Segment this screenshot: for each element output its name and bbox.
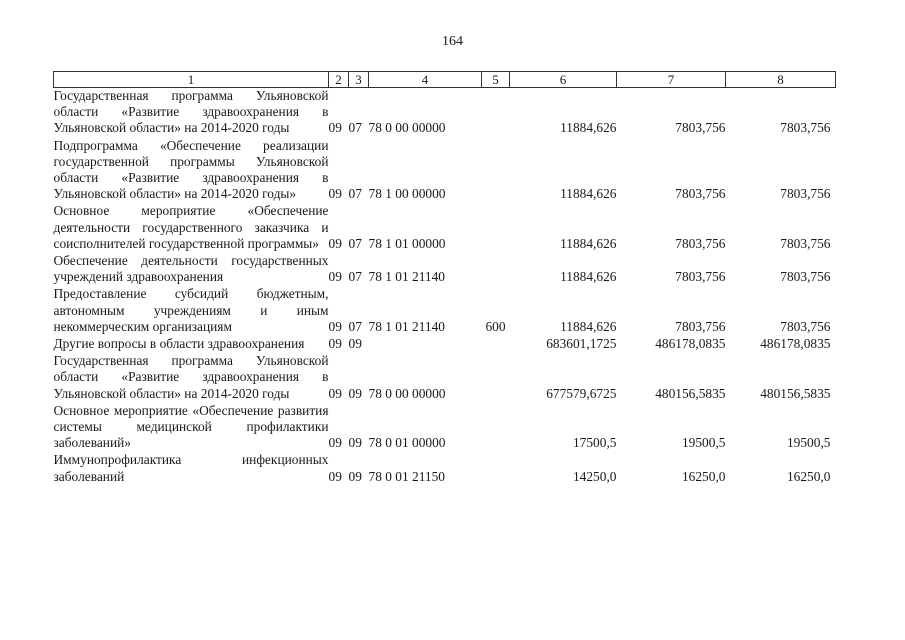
amount-col8: 7803,756 — [780, 120, 831, 136]
subsection-code: 07 — [348, 235, 362, 251]
amount-col8: 16250,0 — [786, 468, 831, 484]
column-header: 2 — [329, 72, 349, 88]
amount-col8: 7803,756 — [780, 269, 831, 285]
section-code: 09 — [328, 435, 342, 451]
column-header: 8 — [726, 72, 836, 88]
table-header-row — [54, 72, 836, 88]
amount-col7: 7803,756 — [675, 318, 726, 334]
subsection-code: 07 — [348, 120, 362, 136]
row-name: Обеспечение деятельности государственных учреждений здравоохранения — [53, 253, 329, 285]
row-name: Другие вопросы в области здравоохранения — [53, 336, 305, 352]
table-row — [54, 253, 836, 286]
amount-col8: 486178,0835 — [760, 336, 831, 352]
table-row — [54, 353, 836, 403]
amount-col7: 19500,5 — [681, 435, 726, 451]
amount-col7: 480156,5835 — [655, 385, 726, 401]
amount-col6: 683601,1725 — [546, 336, 617, 352]
table-row — [54, 452, 836, 485]
expense-type-code — [482, 88, 510, 138]
target-item-code: 78 1 01 21140 — [368, 318, 445, 334]
subsection-code: 07 — [348, 269, 362, 285]
amount-col8: 480156,5835 — [760, 385, 831, 401]
page-number: 164 — [442, 34, 463, 49]
subsection-code: 09 — [348, 385, 362, 401]
section-code: 09 — [328, 385, 342, 401]
section-code: 09 — [328, 235, 342, 251]
row-name: Основное мероприятие «Обеспечение деятельности государственного заказчика и соисполнителей государственной программы» — [53, 203, 329, 251]
row-name: Иммунопрофилактика инфекционных заболеваний — [53, 452, 329, 484]
budget-table — [53, 71, 836, 486]
column-header: 6 — [510, 72, 617, 88]
amount-col6: 11884,626 — [560, 269, 617, 285]
section-code: 09 — [328, 120, 342, 136]
expense-type-code — [482, 253, 510, 286]
column-header: 1 — [54, 72, 329, 88]
amount-col6: 677579,6725 — [546, 385, 617, 401]
expense-type-code: 600 — [485, 318, 506, 334]
target-item-code: 78 0 00 00000 — [368, 120, 446, 136]
target-item-code: 78 0 01 21150 — [368, 468, 445, 484]
amount-col8: 19500,5 — [786, 435, 831, 451]
amount-col8: 7803,756 — [780, 186, 831, 202]
amount-col6: 14250,0 — [572, 468, 617, 484]
amount-col6: 17500,5 — [572, 435, 617, 451]
expense-type-code — [482, 138, 510, 204]
target-item-code: 78 1 01 00000 — [368, 235, 446, 251]
column-header: 3 — [349, 72, 369, 88]
row-name: Подпрограмма «Обеспечение реализации государственной программы Ульяновской области «Развитие здравоохранения в Ульяновской области» на 2014-2020 годы» — [53, 137, 329, 202]
target-item-code — [369, 336, 482, 353]
expense-type-code — [482, 452, 510, 485]
amount-col7: 7803,756 — [675, 269, 726, 285]
row-name: Предоставление субсидий бюджетным, автономным учреждениям и иным некоммерческим организациям — [53, 286, 329, 334]
amount-col7: 16250,0 — [681, 468, 726, 484]
expense-type-code — [482, 403, 510, 453]
row-name: Государственная программа Ульяновской области «Развитие здравоохранения в Ульяновской области» на 2014-2020 годы — [53, 353, 329, 401]
amount-col6: 11884,626 — [560, 186, 617, 202]
column-header: 4 — [369, 72, 482, 88]
section-code: 09 — [328, 336, 342, 352]
section-code: 09 — [328, 318, 342, 334]
subsection-code: 09 — [348, 468, 362, 484]
row-name: Государственная программа Ульяновской области «Развитие здравоохранения в Ульяновской области» на 2014-2020 годы — [53, 88, 329, 136]
amount-col6: 11884,626 — [560, 120, 617, 136]
subsection-code: 09 — [348, 435, 362, 451]
subsection-code: 07 — [348, 318, 362, 334]
table-row — [54, 403, 836, 453]
section-code: 09 — [328, 269, 342, 285]
column-header: 7 — [617, 72, 726, 88]
target-item-code: 78 0 01 00000 — [368, 435, 446, 451]
expense-type-code — [482, 203, 510, 253]
section-code: 09 — [328, 186, 342, 202]
target-item-code: 78 0 00 00000 — [368, 385, 446, 401]
amount-col8: 7803,756 — [780, 318, 831, 334]
section-code: 09 — [328, 468, 342, 484]
target-item-code: 78 1 00 00000 — [368, 186, 446, 202]
table-row — [54, 203, 836, 253]
column-header: 5 — [482, 72, 510, 88]
expense-type-code — [482, 336, 510, 353]
expense-type-code — [482, 353, 510, 403]
subsection-code: 09 — [348, 336, 362, 352]
subsection-code: 07 — [348, 186, 362, 202]
amount-col7: 486178,0835 — [655, 336, 726, 352]
target-item-code: 78 1 01 21140 — [368, 269, 445, 285]
table-row — [54, 286, 836, 336]
amount-col8: 7803,756 — [780, 235, 831, 251]
amount-col6: 11884,626 — [560, 318, 617, 334]
amount-col7: 7803,756 — [675, 235, 726, 251]
table-row — [54, 138, 836, 204]
amount-col7: 7803,756 — [675, 120, 726, 136]
row-name: Основное мероприятие «Обеспечение развития системы медицинской профилактики заболеваний» — [53, 402, 329, 451]
amount-col7: 7803,756 — [675, 186, 726, 202]
amount-col6: 11884,626 — [560, 235, 617, 251]
table-row — [54, 336, 836, 353]
table-row — [54, 88, 836, 138]
